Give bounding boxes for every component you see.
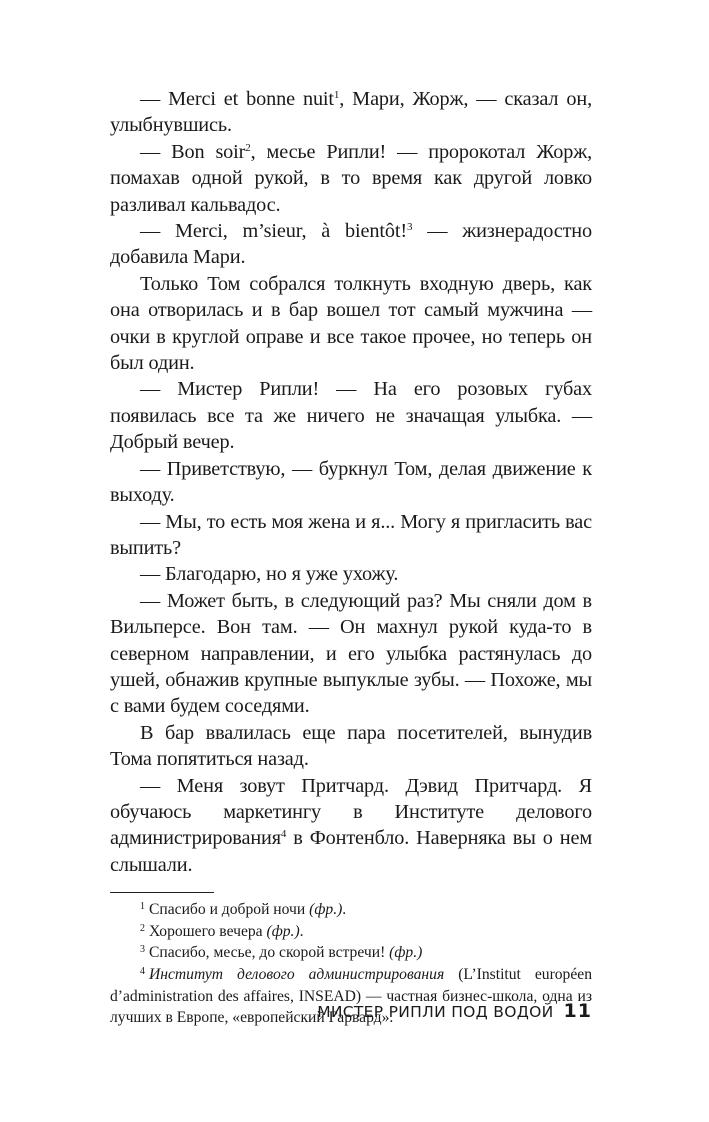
paragraph: — Мистер Рипли! — На его розовых губах появилась все та же ничего не значащая улыбка. — Добрый вечер. [110,378,592,454]
paragraph: — Меня зовут Притчард. Дэвид Притчард. Я обучаюсь маркетингу в Институте делового администрирования$^4$ в Фонтенбло. Наверняка вы о нем слышали. [110,774,592,876]
main-text [110,86,592,878]
footnote-divider [110,892,214,893]
paragraph: В бар ввалилась еще пара посетителей, вынудив Тома попятиться назад. [110,721,592,771]
footnote: $^2$ Хорошего вечера (фр.). [140,922,304,940]
footnote: $^3$ Спасибо, месье, до скорой встречи! (фр.) [140,944,423,962]
footnote-ref[interactable]: 4 [280,828,287,841]
page-number: 11 [563,1000,592,1022]
footnote-ref[interactable]: 1 [333,89,340,101]
footnote-mark: 1 [140,901,145,913]
footnote: $^4$ Институт делового администрирования (L’Institut européen d’administration des affaires, INSEAD) — частная бизнес-школа, одна из лучших в Европе, «европейский Гарвард». [110,965,592,1027]
footnote-ref[interactable]: 2 [245,141,251,154]
footnote-mark: 2 [140,922,145,934]
paragraph: Только Том собрался толкнуть входную дверь, как она отворилась и в бар вошел тот самый мужчина — очки в круглой оправе и все такое прочее, но теперь он был один. [110,272,592,375]
running-footer [110,1000,592,1022]
paragraph: — Может быть, в следующий раз? Мы сняли дом в Вильперсе. Вон там. — Он махнул рукой куда-то в северном направлении, и его улыбка растянулась до ушей, обнажив крупные выпуклые зубы. — Похоже, мы с вами будем соседями. [110,589,592,718]
footnote-mark: 3 [140,944,145,956]
paragraph: — Мы, то есть моя жена и я... Могу я пригласить вас выпить? [110,510,592,559]
footnote: $^1$ Спасибо и доброй ночи (фр.). [140,901,347,919]
page-content [110,86,592,1029]
paragraph: — Bon soir$^2$, месье Рипли! — пророкотал Жорж, помахав одной рукой, в то время как другой ловко разливал кальвадос. [110,140,592,216]
footnote-ref[interactable]: 3 [406,221,413,234]
book-title: МИСТЕР РИПЛИ ПОД ВОДОЙ [317,1003,554,1021]
paragraph: — Благодарю, но я уже ухожу. [140,563,399,586]
footnote-mark: 4 [140,965,145,977]
paragraph: — Приветствую, — буркнул Том, делая движение к выходу. [110,457,592,507]
paragraph: — Merci et bonne nuit$^1$, Мари, Жорж, — сказал он, улыбнувшись. [110,88,592,137]
paragraph: — Merci, m’sieur, à bientôt!$^3$ — жизнерадостно добавила Мари. [110,220,592,269]
